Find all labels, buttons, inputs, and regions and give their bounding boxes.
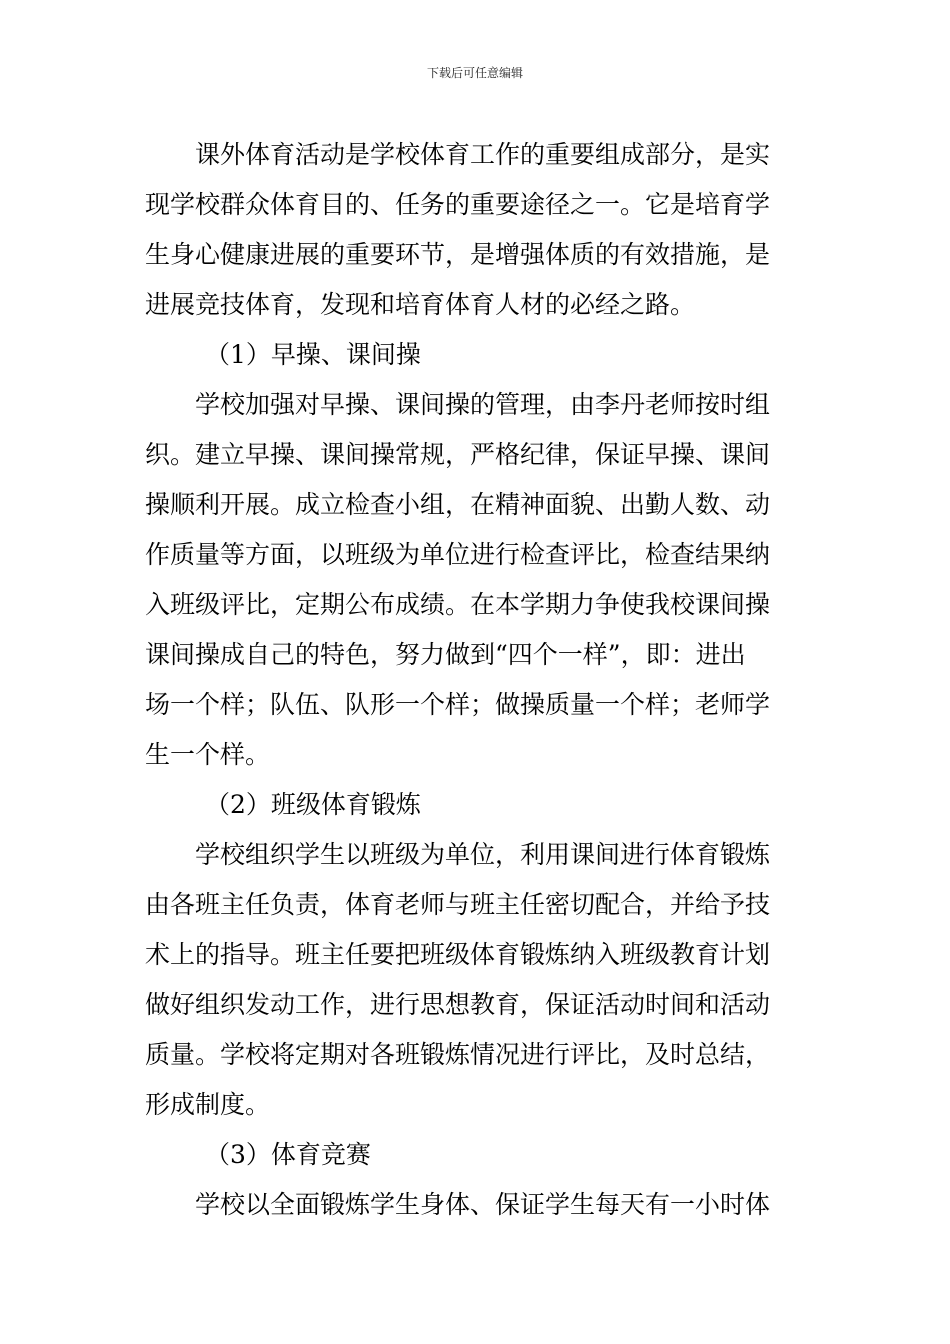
text-line: 质量。学校将定期对各班锻炼情况进行评比，及时总结，	[145, 1040, 771, 1069]
text-line: 现学校群众体育目的、任务的重要途径之一。它是培育学	[145, 190, 771, 219]
text-line: 做好组织发动工作，进行思想教育，保证活动时间和活动	[145, 990, 771, 1019]
text-line: 术上的指导。班主任要把班级体育锻炼纳入班级教育计划	[145, 940, 771, 969]
text-line: 学校加强对早操、课间操的管理，由李丹老师按时组	[195, 390, 771, 419]
text-line: 生一个样。	[145, 740, 271, 769]
text-line: 生身心健康进展的重要环节，是增强体质的有效措施，是	[145, 240, 771, 269]
section-heading: （3）体育竞赛	[205, 1140, 371, 1169]
text-line: 入班级评比，定期公布成绩。在本学期力争使我校课间操	[145, 590, 771, 619]
text-line: 场一个样；队伍、队形一个样；做操质量一个样；老师学	[145, 690, 771, 719]
text-line: 操顺利开展。成立检查小组，在精神面貌、出勤人数、动	[145, 490, 771, 519]
document-body	[145, 130, 810, 1230]
text-line: 课外体育活动是学校体育工作的重要组成部分，是实	[195, 140, 771, 169]
page-header: 下载后可任意编辑	[426, 66, 523, 80]
section-heading: （1）早操、课间操	[205, 340, 421, 369]
section-heading: （2）班级体育锻炼	[205, 790, 421, 819]
text-line: 织。建立早操、课间操常规，严格纪律，保证早操、课间	[145, 440, 771, 469]
text-line: 课间操成自己的特色，努力做到“四个一样”，即：进出	[145, 640, 746, 669]
text-line: 形成制度。	[145, 1090, 271, 1119]
text-line: 由各班主任负责，体育老师与班主任密切配合，并给予技	[145, 890, 771, 919]
text-line: 进展竞技体育，发现和培育体育人材的必经之路。	[145, 290, 696, 319]
text-line: 学校以全面锻炼学生身体、保证学生每天有一小时体	[195, 1190, 771, 1219]
text-line: 学校组织学生以班级为单位，利用课间进行体育锻炼	[195, 840, 771, 869]
text-line: 作质量等方面，以班级为单位进行检查评比，检查结果纳	[145, 540, 771, 569]
